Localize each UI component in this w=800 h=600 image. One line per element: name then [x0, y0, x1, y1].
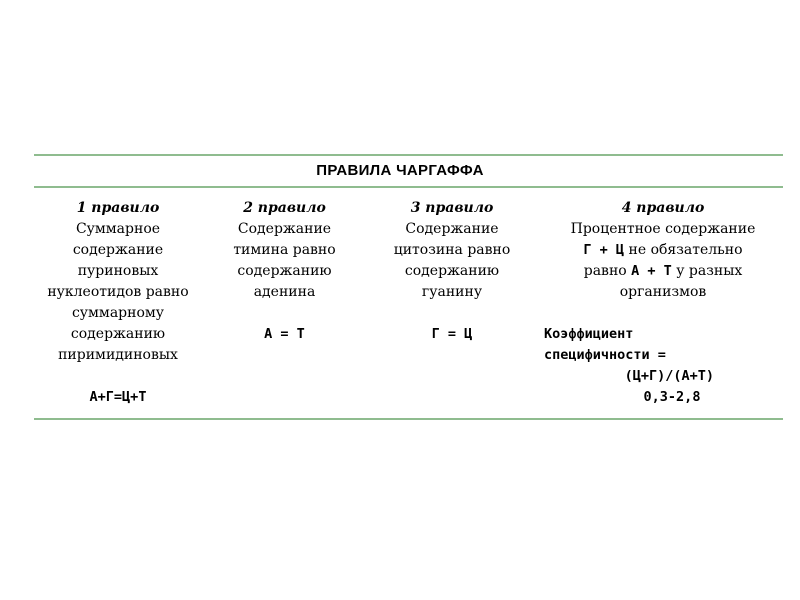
table-top-border [34, 154, 783, 156]
rule-1-formula: А+Г=Ц+Т [89, 389, 147, 405]
rule-2-text-line: тимина равно [233, 242, 336, 258]
table-bottom-border [34, 418, 783, 420]
rule-1-text-line: нуклеотидов равно [47, 284, 189, 300]
rule-2-heading: 2 правило [243, 200, 326, 216]
rule-1-text-line: содержанию [70, 326, 166, 342]
rule-2-text-line: Содержание [237, 221, 332, 237]
rule-2-text-line: аденина [253, 284, 316, 300]
rule-3-text-line: гуанину [421, 284, 483, 300]
rule-1-column [34, 198, 202, 408]
rule-1-text-line: Суммарное [75, 221, 161, 237]
rule-2-column [202, 198, 367, 345]
table-header-divider [34, 186, 783, 188]
rule-4-text-line [540, 240, 786, 261]
rule-1-text-line: суммарному [71, 305, 165, 321]
rule-1-heading: 1 правило [76, 200, 160, 216]
coefficient-label: специфичности = [544, 347, 666, 363]
rule-2-text-line: содержанию [237, 263, 332, 279]
rule-4-text-fragment: у разных [671, 263, 743, 279]
rule-4-text-line: организмов [619, 284, 707, 300]
rule-3-text-line: содержанию [404, 263, 500, 279]
rule-1-text-line: содержание [72, 242, 164, 258]
rule-3-column [367, 198, 537, 345]
rule-3-text-line: Содержание [405, 221, 499, 237]
rule-4-text-line [540, 261, 786, 282]
rule-4-column [540, 198, 786, 408]
rule-4-text-line: Процентное содержание [570, 221, 756, 237]
rule-2-formula: А = Т [264, 326, 305, 342]
rule-1-text-line: пуриновых [77, 263, 159, 279]
rule-3-heading: 3 правило [410, 200, 494, 216]
coefficient-formula: (Ц+Г)/(А+Т) [624, 368, 714, 384]
coefficient-range: 0,3-2,8 [643, 389, 701, 405]
rule-4-text-fragment: не обязательно [624, 242, 743, 258]
rule-4-text-fragment: равно [583, 263, 632, 279]
rule-4-bold-gc: Г + Ц [583, 242, 625, 258]
rule-1-text-line: пиримидиновых [58, 347, 178, 363]
table-title: ПРАВИЛА ЧАРГАФФА [316, 162, 484, 179]
rule-3-text-line: цитозина равно [393, 242, 511, 258]
rule-4-bold-at: А + Т [631, 263, 672, 279]
coefficient-label: Коэффициент [544, 326, 634, 342]
rule-4-heading: 4 правило [621, 200, 705, 216]
rule-3-formula: Г = Ц [431, 326, 473, 342]
